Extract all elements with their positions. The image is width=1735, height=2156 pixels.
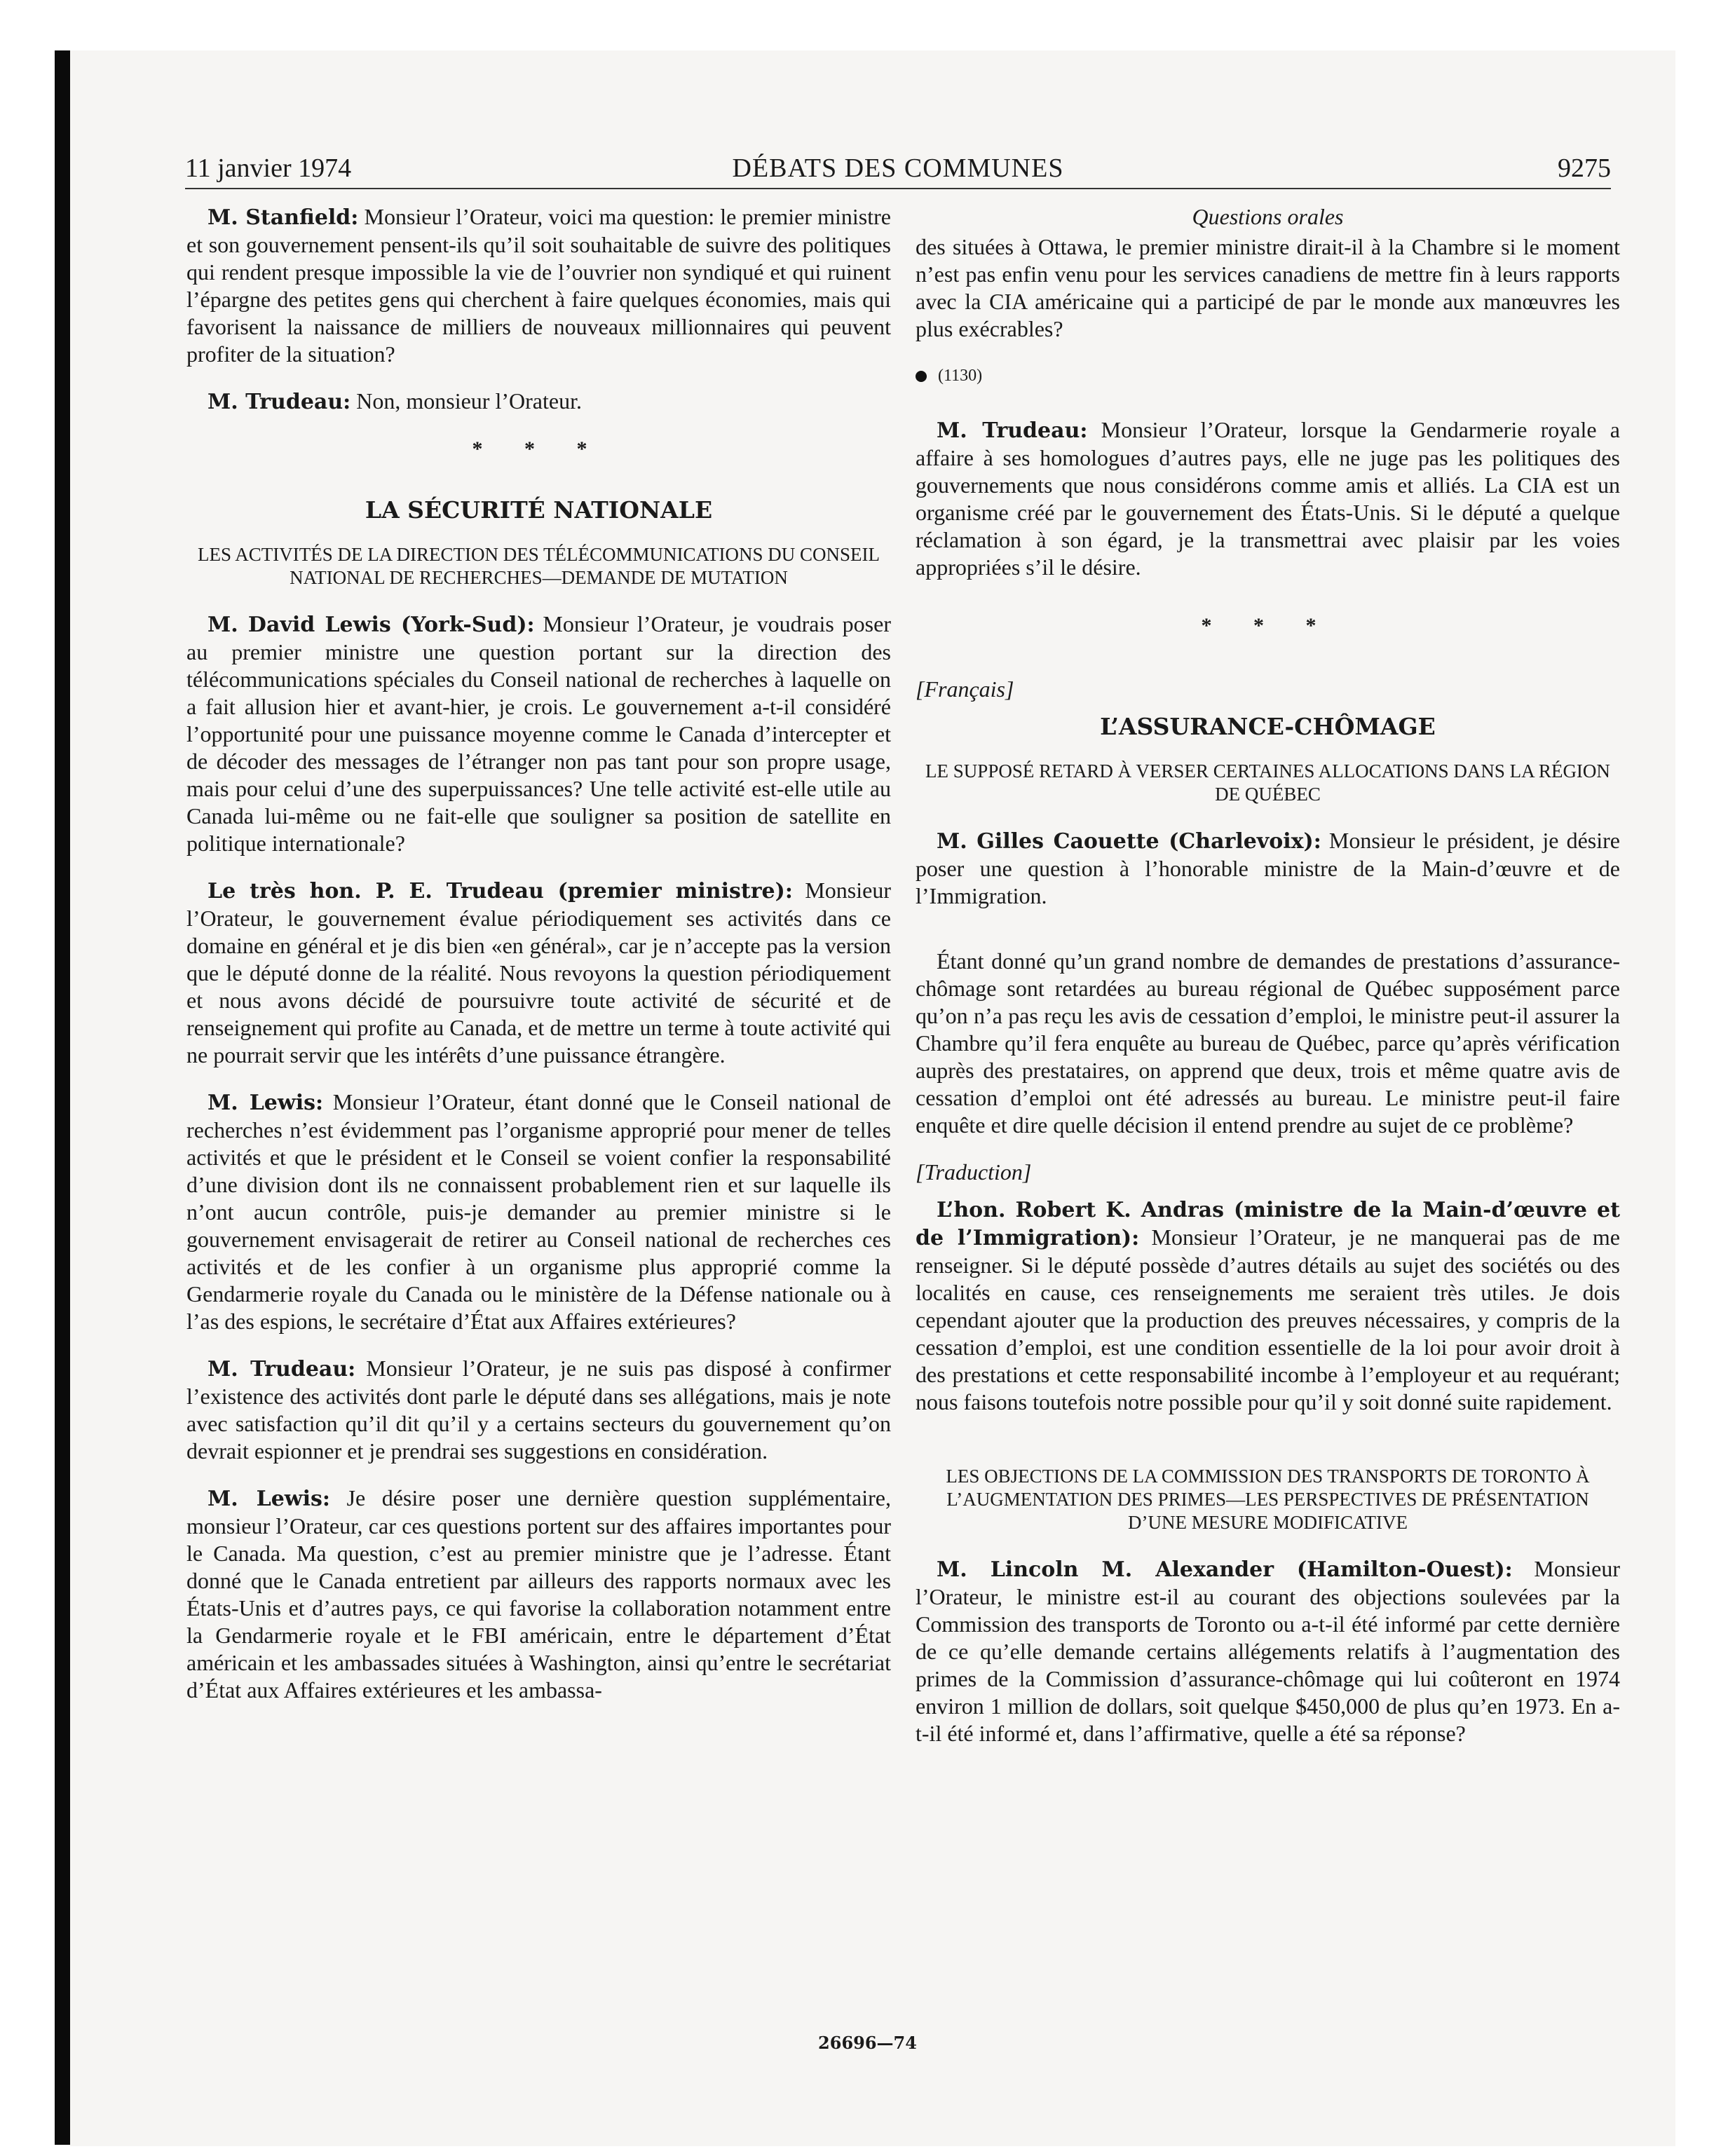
speaker: M. Gilles Caouette (Charlevoix): <box>937 829 1321 854</box>
paragraph <box>916 1196 1620 1416</box>
speaker: M. Stanfield: <box>207 205 359 230</box>
subsection-heading: LES OBJECTIONS DE LA COMMISSION DES TRANSPORTS DE TORONTO À L’AUGMENTATION DES PRIMES—LES PERSPECTIVES DE PRÉSENTATION D’UNE MESURE MODIFICATIVE <box>946 1466 1590 1533</box>
speaker: M. David Lewis (York-Sud): <box>207 613 535 637</box>
speaker: M. Trudeau: <box>207 390 351 414</box>
paragraph <box>186 1485 891 1704</box>
time-marker <box>916 362 1620 390</box>
subsection-heading: LE SUPPOSÉ RETARD À VERSER CERTAINES ALLOCATIONS DANS LA RÉGION DE QUÉBEC <box>925 760 1610 805</box>
scan-edge <box>55 50 70 2145</box>
paragraph <box>186 388 891 416</box>
paragraph <box>186 1089 891 1335</box>
paragraph <box>186 1355 891 1465</box>
left-column <box>186 203 891 1724</box>
speech-text: Monsieur le président, je désire poser une question à l’honorable ministre de la Main-d’œuvre et de l’Immigration. <box>916 828 1620 908</box>
bullet-dot-icon <box>916 371 927 382</box>
page-number: 9275 <box>1558 153 1611 183</box>
language-note: [Traduction] <box>916 1159 1032 1185</box>
speech-text: Monsieur l’Orateur, je voudrais poser au premier ministre une question portant sur la direction des télécommunications spéciales du Conseil national de recherches à laquelle on a fait allusion hier et avant-hier, je crois. Le gouvernement a-t-il considéré l’opportunité pour une puissance moyenne comme le Canada d’intercepter et de décoder des messages de l’étranger non pas tant pour son propre usage, mais pour celui d’une des superpuissances? Une telle activité est-elle utile au Canada lui-même ou ne fait-elle que souligner sa position de satellite en politique internationale? <box>186 611 891 856</box>
paragraph <box>186 610 891 857</box>
speaker: M. Lewis: <box>207 1091 324 1115</box>
speech-text: Monsieur l’Orateur, le gouvernement évalue périodiquement ses activités dans ce domaine en général et je dis bien «en général», car je n’accepte pas la version que le député donne de la réalité. Nous revoyons la question périodiquement et nous avons décidé de poursuivre toute activité de sécurité et de renseignement qui profite au Canada, et de mettre un terme à toute activité qui ne pourrait servir que les intérêts d’une puissance étrangère. <box>186 878 892 1067</box>
time-text: (1130) <box>938 367 983 385</box>
speaker: M. Trudeau: <box>207 1357 356 1381</box>
section-heading: L’ASSURANCE-CHÔMAGE <box>1100 713 1436 740</box>
speaker: M. Lewis: <box>207 1487 330 1511</box>
speech-text: Monsieur l’Orateur, je ne manquerai pas de me renseigner. Si le député possède d’autres détails au sujet des sociétés ou des localités en cause, ces renseignements me seraient très utiles. Je dois cependant ajouter que la production des preuves nécessaires, y compris de la cessation d’emploi, est une condition essentielle de la loi pour avoir droit à des prestations et cette responsabilité incombe à l’employeur et au requérant; nous faisons toutefois notre possible pour qu’il y soit donné suite rapidement. <box>916 1224 1620 1414</box>
paragraph: des situées à Ottawa, le premier ministre dirait-il à la Chambre si le moment n’est pas enfin venu pour les services canadiens de mettre fin à leurs rapports avec la CIA américaine qui a participé de par le monde aux manœuvres les plus exécrables? <box>916 234 1620 341</box>
paragraph: Étant donné qu’un grand nombre de demandes de prestations d’assurance-chômage sont retardées au bureau régional de Québec supposément parce qu’on n’a pas reçu les avis de cessation d’emploi, le ministre peut-il assurer la Chambre qu’il fera enquête au bureau de Québec, parce qu’après vérification auprès des prestataires, on apprend que deux, trois et même quatre avis de cessation d’emploi ont été adressés au bureau. Le ministre peut-il faire enquête et dire quelle décision il entend prendre au sujet de ce problème? <box>916 948 1620 1138</box>
subsection-heading: LES ACTIVITÉS DE LA DIRECTION DES TÉLÉCOMMUNICATIONS DU CONSEIL NATIONAL DE RECHERCHES—DEMANDE DE MUTATION <box>198 544 880 588</box>
paragraph <box>916 1555 1620 1747</box>
speech-text: Monsieur l’Orateur, je ne suis pas disposé à confirmer l’existence des activités dont parle le député dans ses allégations, mais je note avec satisfaction qu’il dit qu’il y a certains secteurs du gouvernement qu’on devrait espionner et je prendrai ses suggestions en considération. <box>186 1356 891 1464</box>
paragraph <box>916 827 1620 910</box>
speech-text: Non, monsieur l’Orateur. <box>351 388 582 414</box>
speaker: Le très hon. P. E. Trudeau (premier ministre): <box>207 879 793 903</box>
speech-text: Monsieur l’Orateur, étant donné que le Conseil national de recherches n’est évidemment pas l’organisme approprié pour mener de telles activités et que le président et le Conseil se voient confier la responsabilité d’une division dont ils ne connaissent probablement rien et sur laquelle ils n’ont aucun contrôle, puis-je demander au premier ministre si le gouvernement envisagerait de retirer au Conseil national de recherches ces activités et de les confier à un organisme plus approprié comme la Gendarmerie royale du Canada ou le ministère de la Défense nationale ou à l’as des espions, le secrétaire d’État aux Affaires extérieures? <box>186 1089 891 1334</box>
header-date: 11 janvier 1974 <box>185 153 352 183</box>
paragraph <box>916 416 1620 581</box>
header-title: DÉBATS DES COMMUNES <box>732 153 1064 183</box>
section-heading: LA SÉCURITÉ NATIONALE <box>365 496 713 524</box>
speech-text: Monsieur l’Orateur, lorsque la Gendarmerie royale a affaire à ses homologues d’autres pays, elle ne juge pas les politiques des gouvernements que nous considérons comme amis et alliés. La CIA est un organisme créé par le gouvernement des États-Unis. Si le député a quelque réclamation à son égard, je la transmettrai avec plaisir par les voies appropriées s’il le désire. <box>916 417 1620 580</box>
speech-text: Je désire poser une dernière question supplémentaire, monsieur l’Orateur, car ces questions portent sur des affaires importantes pour le Canada. Ma question, c’est au premier ministre que je l’adresse. Étant donné que le Canada entretient par ailleurs des rapports normaux avec les États-Unis et d’autres pays, ce qui favorise la collaboration notamment entre la Gendarmerie royale et le FBI américain, entre le département d’État américain et les ambassades situées à Washington, ainsi qu’entre le secrétariat d’État aux Affaires extérieures et les ambassa- <box>186 1485 892 1703</box>
speaker: M. Lincoln M. Alexander (Hamilton-Ouest): <box>937 1557 1513 1582</box>
speaker: L’hon. Robert K. Andras (ministre de la Main-d’œuvre et de l’Immigration): <box>916 1198 1620 1250</box>
right-column <box>916 203 1620 1767</box>
speech-text: Monsieur l’Orateur, le ministre est-il au courant des objections soulevées par la Commission des transports de Toronto ou a-t-il été informé par cette dernière de ce qu’elle demande certains allégements relatifs à l’augmentation des primes de la Commission d’assurance-chômage qui lui coûteront en 1974 environ 1 million de dollars, soit quelque $450,000 de plus qu’en 1973. En a-t-il été informé et, dans l’affirmative, quelle a été sa réponse? <box>916 1556 1621 1746</box>
language-note: [Français] <box>916 676 1014 702</box>
page-header <box>185 149 1611 189</box>
section-separator: * * * <box>472 437 606 460</box>
speech-text: Monsieur l’Orateur, voici ma question: le premier ministre et son gouvernement pensent-ils qu’il soit souhaitable de suivre des politiques qui rendent presque impossible la vie de l’ouvrier non syndiqué et qui ruinent l’épargne des petites gens qui cherchent à faire quelques économies, mais qui favorisent la naissance de milliers de nouveaux millionnaires qui peuvent profiter de la situation? <box>186 204 891 367</box>
speaker: M. Trudeau: <box>937 418 1088 443</box>
running-head: Questions orales <box>1192 204 1344 229</box>
paragraph <box>186 203 891 368</box>
paragraph <box>186 877 891 1069</box>
print-code: 26696—74 <box>818 2033 917 2053</box>
section-separator: * * * <box>1201 614 1335 637</box>
